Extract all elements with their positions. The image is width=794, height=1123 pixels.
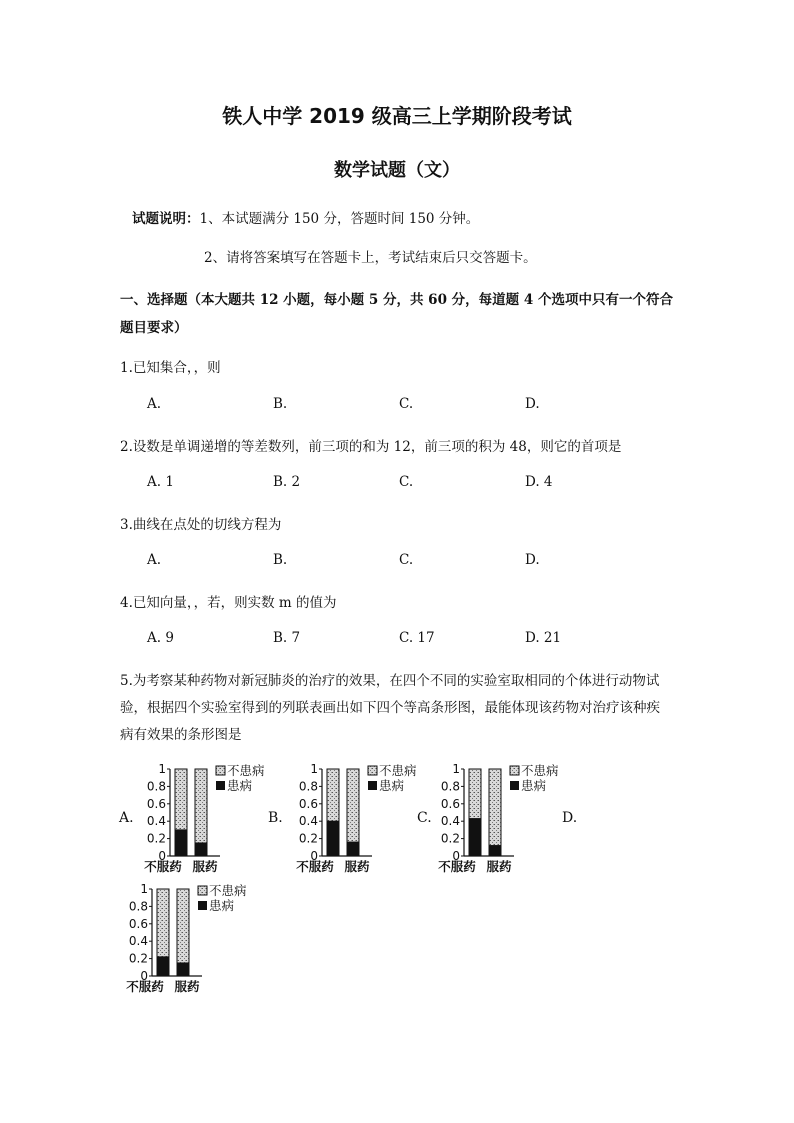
question-1-stem: 1.已知集合，，则 (120, 360, 221, 376)
bar-sick (175, 830, 187, 856)
question-5-line1: 5.为考察某种药物对新冠肺炎的治疗的效果，在四个不同的实验室取相同的个体进行动物试 (120, 673, 660, 689)
legend-label-sick: 患病 (209, 898, 235, 913)
y-tick-label: 0.8 (128, 899, 148, 914)
chart-option-d-label: D. (562, 810, 578, 826)
y-tick-label: 0.4 (440, 814, 460, 829)
category-label: 服药 (344, 859, 370, 874)
question-2-stem: 2.设数是单调递增的等差数列，前三项的和为 12，前三项的积为 48，则它的首项是 (120, 439, 622, 455)
section-heading: 一、选择题（本大题共 12 小题，每小题 5 分，共 60 分，每道题 4 个选项中只有一个符合 (120, 292, 673, 308)
legend-label-not-sick: 不患病 (227, 763, 265, 778)
y-tick-label: 0 (158, 849, 166, 863)
y-tick-label: 1 (310, 762, 318, 776)
y-tick-label: 1 (140, 882, 148, 896)
question-4-option-b: B. 7 (273, 630, 301, 646)
question-1-option-c: C. (399, 396, 414, 412)
question-4-stem: 4.已知向量，，若，则实数 m 的值为 (120, 595, 337, 611)
y-tick-label: 0 (310, 849, 318, 863)
y-tick-label: 0.4 (298, 814, 318, 829)
y-tick-label: 0.2 (146, 831, 166, 846)
question-3-option-b: B. (273, 552, 288, 568)
legend-label-sick: 患病 (379, 778, 405, 793)
bar-sick (469, 819, 481, 856)
legend-swatch-not-sick (216, 766, 225, 775)
legend-label-sick: 患病 (227, 778, 253, 793)
legend-swatch-sick (368, 781, 377, 790)
question-4-option-c: C. 17 (399, 630, 435, 646)
bar-sick (489, 846, 501, 856)
y-tick-label: 0.8 (298, 779, 318, 794)
y-tick-label: 0 (140, 969, 148, 983)
legend-swatch-sick (198, 901, 207, 910)
question-3-option-a: A. (147, 552, 162, 568)
legend-label-sick: 患病 (521, 778, 547, 793)
y-tick-label: 0.4 (128, 934, 148, 949)
question-3-option-d: D. (525, 552, 540, 568)
question-1-option-a: A. (147, 396, 162, 412)
question-1-option-b: B. (273, 396, 288, 412)
y-tick-label: 0.2 (440, 831, 460, 846)
category-label: 服药 (486, 859, 512, 874)
legend-swatch-not-sick (368, 766, 377, 775)
question-3-option-c: C. (399, 552, 414, 568)
category-label: 不服药 (144, 859, 182, 874)
chart-option-b-label: B. (268, 810, 283, 826)
question-2-option-b: B. 2 (273, 474, 301, 490)
chart-option-d (122, 880, 247, 1006)
y-tick-label: 0.6 (128, 916, 148, 931)
bar-sick (195, 843, 207, 856)
instructions-line2: 2、请将答案填写在答题卡上，考试结束后只交答题卡。 (204, 250, 537, 266)
question-5-line3: 病有效果的条形图是 (120, 727, 242, 743)
category-label: 不服药 (296, 859, 334, 874)
y-tick-label: 0.2 (298, 831, 318, 846)
chart-option-c (434, 760, 559, 878)
legend-label-not-sick: 不患病 (209, 883, 247, 898)
y-tick-label: 1 (452, 762, 460, 776)
exam-subtitle: 数学试题（文） (334, 160, 460, 181)
question-1-option-d: D. (525, 396, 540, 412)
question-2-option-c: C. (399, 474, 414, 490)
y-tick-label: 0.4 (146, 814, 166, 829)
exam-title: 铁人中学 2019 级高三上学期阶段考试 (222, 104, 572, 128)
question-2-option-a: A. 1 (147, 474, 174, 490)
legend-swatch-not-sick (198, 886, 207, 895)
chart-option-a (140, 760, 265, 878)
legend-swatch-sick (216, 781, 225, 790)
category-label: 服药 (174, 979, 200, 994)
question-4-option-a: A. 9 (147, 630, 174, 646)
y-tick-label: 0.6 (146, 796, 166, 811)
y-tick-label: 0.6 (298, 796, 318, 811)
y-tick-label: 1 (158, 762, 166, 776)
bar-not-sick (489, 769, 501, 856)
category-label: 服药 (192, 859, 218, 874)
legend-swatch-not-sick (510, 766, 519, 775)
y-tick-label: 0 (452, 849, 460, 863)
instructions-label: 试题说明： (132, 211, 200, 227)
y-tick-label: 0.6 (440, 796, 460, 811)
category-label: 不服药 (438, 859, 476, 874)
bar-sick (347, 842, 359, 856)
chart-option-a-label: A. (119, 810, 134, 826)
question-4-option-d: D. 21 (525, 630, 562, 646)
y-tick-label: 0.2 (128, 951, 148, 966)
instructions-text1: 1、本试题满分 150 分，答题时间 150 分钟。 (199, 211, 480, 227)
category-label: 不服药 (126, 979, 164, 994)
question-5-line2: 验，根据四个实验室得到的列联表画出如下四个等高条形图，最能体现该药物对治疗该种疾 (120, 700, 660, 716)
bar-sick (157, 957, 169, 976)
y-tick-label: 0.8 (440, 779, 460, 794)
chart-option-c-label: C. (417, 810, 432, 826)
bar-sick (177, 963, 189, 976)
legend-swatch-sick (510, 781, 519, 790)
chart-option-b (292, 760, 417, 878)
question-2-option-d: D. 4 (525, 474, 553, 490)
question-3-stem: 3.曲线在点处的切线方程为 (120, 517, 282, 533)
y-tick-label: 0.8 (146, 779, 166, 794)
legend-label-not-sick: 不患病 (521, 763, 559, 778)
bar-sick (327, 821, 339, 856)
section-heading-cont: 题目要求） (120, 320, 188, 336)
instructions-line1 (132, 207, 479, 227)
legend-label-not-sick: 不患病 (379, 763, 417, 778)
